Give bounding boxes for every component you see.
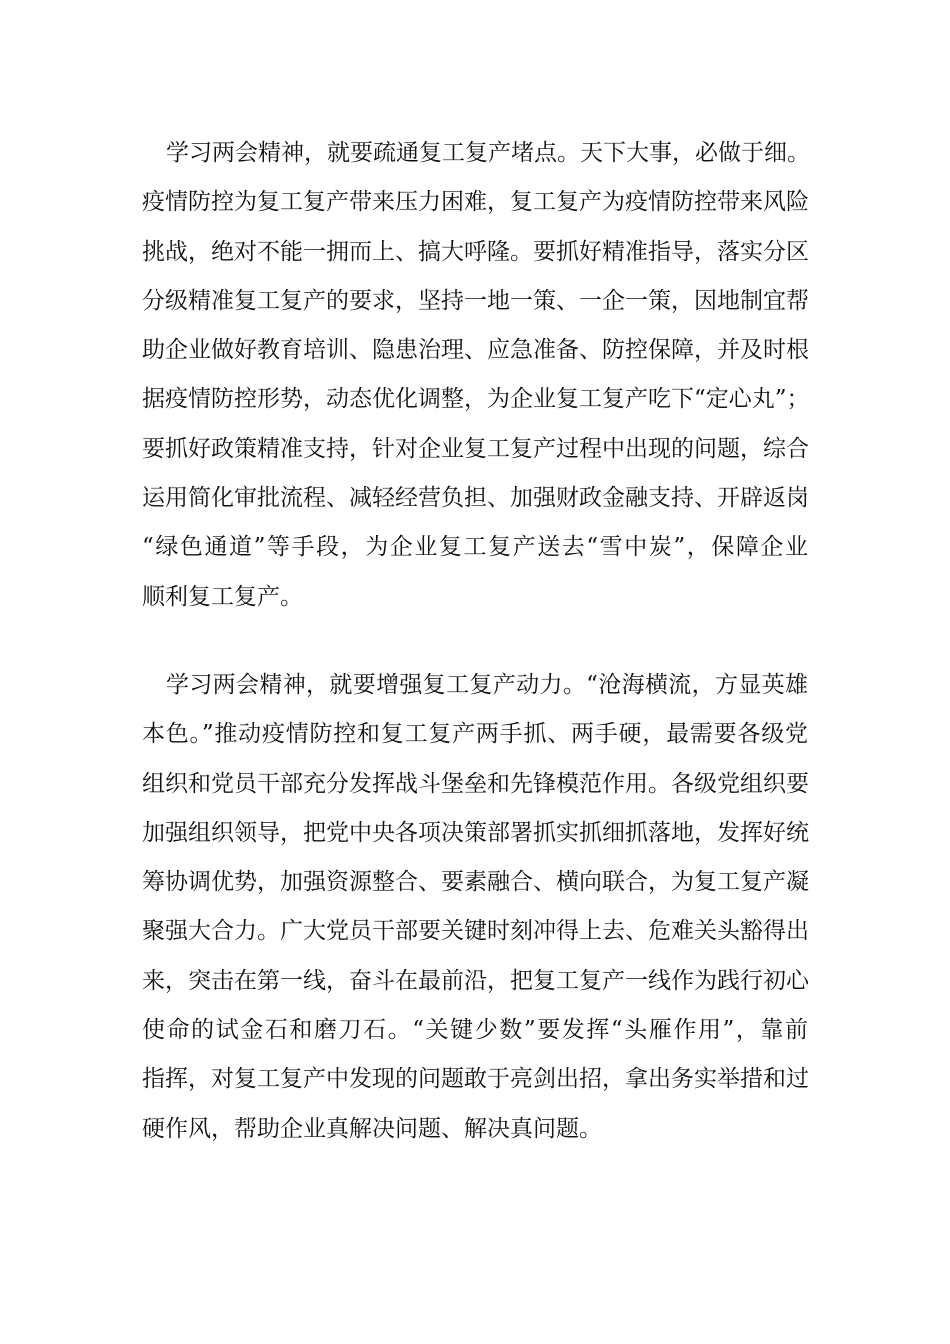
text-line: 学习两会精神，就要增强复工复产动力。“沧海横流，方显英雄 xyxy=(166,672,808,698)
text-line: 分级精准复工复产的要求，坚持一地一策、一企一策，因地制宜帮 xyxy=(142,287,809,314)
text-line: 筹协调优势，加强资源整合、要素融合、横向联合，为复工复产凝 xyxy=(142,869,809,896)
text-line: 学习两会精神，就要疏通复工复产堵点。天下大事，必做于细。 xyxy=(166,140,810,166)
text-line: 聚强大合力。广大党员干部要关键时刻冲得上去、危难关头豁得出 xyxy=(142,918,809,945)
paragraph-2 xyxy=(142,661,808,1154)
text-line: 硬作风，帮助企业真解决问题、解决真问题。 xyxy=(142,1115,602,1142)
text-line: 组织和党员干部充分发挥战斗堡垒和先锋模范作用。各级党组织要 xyxy=(142,770,809,797)
text-line: 要抓好政策精准支持，针对企业复工复产过程中出现的问题，综合 xyxy=(142,435,809,462)
text-line: 运用简化审批流程、减轻经营负担、加强财政金融支持、开辟返岗 xyxy=(142,485,809,512)
text-line: 指挥，对复工复产中发现的问题敢于亮剑出招，拿出务实举措和过 xyxy=(142,1066,809,1093)
text-line: 疫情防控为复工复产带来压力困难，复工复产为疫情防控带来风险 xyxy=(142,189,809,216)
text-line: 本色。”推动疫情防控和复工复产两手抓、两手硬，最需要各级党 xyxy=(142,721,808,748)
text-line: 顺利复工复产。 xyxy=(142,583,303,610)
text-line: 据疫情防控形势，动态优化调整，为企业复工复产吃下“定心丸”； xyxy=(142,386,810,413)
text-line: 挑战，绝对不能一拥而上、搞大呼隆。要抓好精准指导，落实分区 xyxy=(142,238,809,265)
text-line: 使命的试金石和磨刀石。“关键少数”要发挥“头雁作用”，靠前 xyxy=(142,1017,808,1044)
paragraph-1 xyxy=(142,129,808,622)
text-line: 来，突击在第一线，奋斗在最前沿，把复工复产一线作为践行初心 xyxy=(142,967,809,994)
text-line: 加强组织领导，把党中央各项决策部署抓实抓细抓落地，发挥好统 xyxy=(142,819,809,846)
text-line: “绿色通道”等手段，为企业复工复产送去“雪中炭”，保障企业 xyxy=(142,534,808,561)
text-line: 助企业做好教育培训、隐患治理、应急准备、防控保障，并及时根 xyxy=(142,337,809,364)
